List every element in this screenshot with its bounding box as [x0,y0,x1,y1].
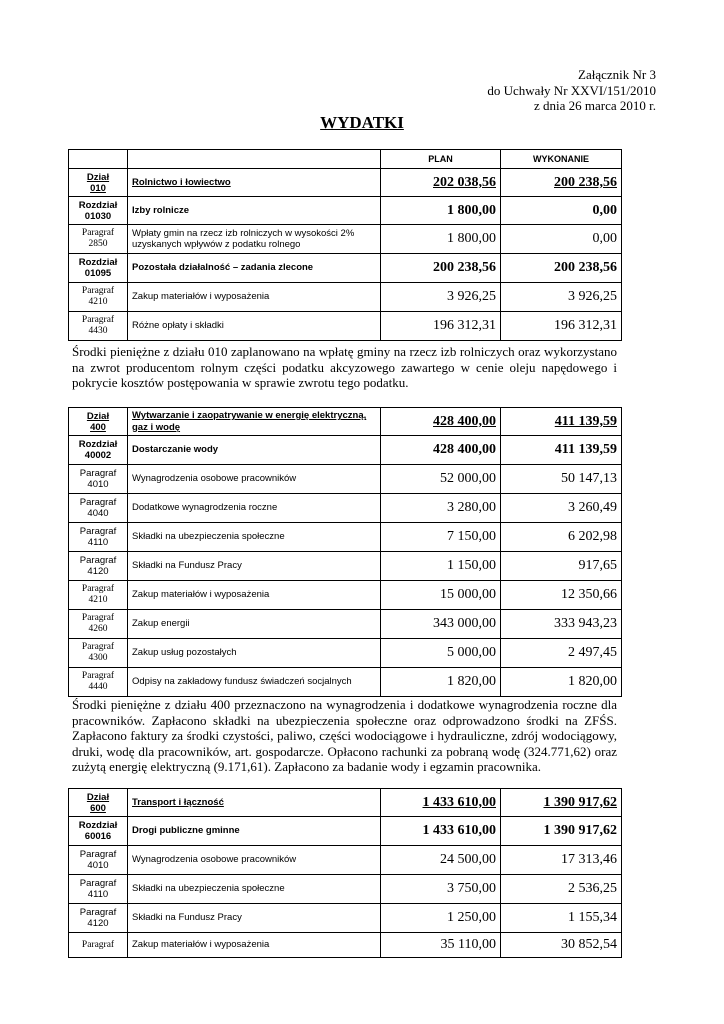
wykonanie-cell: 12 350,66 [501,581,622,610]
expenses-table-010 [68,149,622,341]
name-cell: Pozostała działalność – zadania zlecone [128,254,381,283]
page-title: WYDATKI [320,113,404,132]
name-cell: Rolnictwo i łowiectwo [128,169,381,197]
table-row-paragraf [69,523,622,552]
table-row-dzial [69,169,622,197]
table-row-paragraf [69,846,622,875]
code-cell: Paragraf 4300 [69,639,128,668]
plan-cell: 1 433 610,00 [381,817,501,846]
plan-cell: 428 400,00 [381,436,501,465]
plan-cell: 35 110,00 [381,933,501,958]
table-row-paragraf [69,875,622,904]
code-cell: Paragraf 4110 [69,875,128,904]
name-cell: Drogi publiczne gminne [128,817,381,846]
code-cell: Dział 600 [69,789,128,817]
code-cell: Paragraf [69,933,128,958]
attachment-header [487,67,656,114]
name-cell: Składki na ubezpieczenia społeczne [128,875,381,904]
plan-cell: 428 400,00 [381,408,501,436]
name-cell: Zakup materiałów i wyposażenia [128,581,381,610]
table-row-rozdzial [69,436,622,465]
plan-cell: 202 038,56 [381,169,501,197]
plan-cell: 15 000,00 [381,581,501,610]
code-cell: Paragraf 4010 [69,846,128,875]
table-row-paragraf [69,312,622,341]
name-cell: Różne opłaty i składki [128,312,381,341]
table-row-paragraf [69,904,622,933]
wykonanie-cell: 1 390 917,62 [501,789,622,817]
table-row-paragraf [69,610,622,639]
code-cell: Paragraf 2850 [69,225,128,254]
wykonanie-cell: 2 536,25 [501,875,622,904]
wykonanie-cell: 17 313,46 [501,846,622,875]
wykonanie-cell: 1 390 917,62 [501,817,622,846]
name-cell: Odpisy na zakładowy fundusz świadczeń socjalnych [128,668,381,697]
header-empty-cell [69,150,128,169]
code-cell: Paragraf 4260 [69,610,128,639]
wykonanie-cell: 1 155,34 [501,904,622,933]
wykonanie-cell: 2 497,45 [501,639,622,668]
section-note: Środki pieniężne z działu 400 przeznaczono na wynagrodzenia i dodatkowe wynagrodzenia roczne dla pracowników. Zapłacono składki na ubezpieczenia społeczne oraz odprowadzono środki na ZFŚS. Zapłacono faktury za środki czystości, paliwo, części wodociągowe i hydrauliczne, zdrój wodociągowy, druki, wodę dla pracowników, art. gospodarcze. Opłacono rachunki za pobraną wodę (324.771,62) oraz zużytą energię elektryczną (9.171,61). Zapłacono za badanie wody i egzamin pracownika. [72,697,617,774]
name-cell: Składki na Fundusz Pracy [128,904,381,933]
table-row-rozdzial [69,197,622,225]
resolution-number: do Uchwały Nr XXVI/151/2010 [487,82,656,98]
expenses-table-400 [68,407,622,697]
code-cell: Paragraf 4430 [69,312,128,341]
section-note: Środki pieniężne z działu 010 zaplanowano na wpłatę gminy na rzecz izb rolniczych oraz wykorzystano na zwrot producentom rolnym części podatku akcyzowego zawartego w cenie oleju napędowego i pokrycie kosztów postępowania w sprawie zwrotu tego podatku. [72,344,617,390]
wykonanie-cell: 3 260,49 [501,494,622,523]
table-header-row [69,150,622,169]
code-cell: Paragraf 4120 [69,904,128,933]
table-row-paragraf [69,581,622,610]
wykonanie-cell: 200 238,56 [501,254,622,283]
expenses-table-600 [68,788,622,958]
wykonanie-cell: 411 139,59 [501,436,622,465]
code-cell: Rozdział 60016 [69,817,128,846]
plan-cell: 3 750,00 [381,875,501,904]
table-row-paragraf [69,283,622,312]
table-row-paragraf [69,552,622,581]
table-row-dzial [69,789,622,817]
wykonanie-cell: 196 312,31 [501,312,622,341]
table-row-paragraf [69,933,622,958]
attachment-number: Załącznik Nr 3 [578,67,656,82]
plan-cell: 1 800,00 [381,197,501,225]
plan-cell: 52 000,00 [381,465,501,494]
wykonanie-cell: 50 147,13 [501,465,622,494]
table-row-paragraf [69,465,622,494]
plan-cell: 1 820,00 [381,668,501,697]
header-empty-cell [128,150,381,169]
table-row-paragraf [69,639,622,668]
plan-cell: 200 238,56 [381,254,501,283]
code-cell: Paragraf 4440 [69,668,128,697]
name-cell: Składki na ubezpieczenia społeczne [128,523,381,552]
plan-cell: 1 800,00 [381,225,501,254]
table-row-paragraf [69,494,622,523]
code-cell: Rozdział 01095 [69,254,128,283]
plan-column-header: PLAN [381,150,501,169]
code-cell: Dział 010 [69,169,128,197]
name-cell: Transport i łączność [128,789,381,817]
code-cell: Paragraf 4010 [69,465,128,494]
name-cell: Dodatkowe wynagrodzenia roczne [128,494,381,523]
table-row-rozdzial [69,254,622,283]
name-cell: Wynagrodzenia osobowe pracowników [128,465,381,494]
table-row-paragraf [69,668,622,697]
wykonanie-cell: 0,00 [501,197,622,225]
name-cell: Zakup materiałów i wyposażenia [128,283,381,312]
name-cell: Zakup materiałów i wyposażenia [128,933,381,958]
name-cell: Składki na Fundusz Pracy [128,552,381,581]
code-cell: Dział 400 [69,408,128,436]
plan-cell: 7 150,00 [381,523,501,552]
plan-cell: 343 000,00 [381,610,501,639]
wykonanie-cell: 30 852,54 [501,933,622,958]
name-cell: Wytwarzanie i zaopatrywanie w energię elektryczną, gaz i wodę [128,408,381,436]
code-cell: Paragraf 4210 [69,581,128,610]
wykonanie-cell: 1 820,00 [501,668,622,697]
plan-cell: 5 000,00 [381,639,501,668]
name-cell: Wpłaty gmin na rzecz izb rolniczych w wysokości 2% uzyskanych wpływów z podatku rolnego [128,225,381,254]
name-cell: Dostarczanie wody [128,436,381,465]
table-row-rozdzial [69,817,622,846]
wykonanie-cell: 917,65 [501,552,622,581]
code-cell: Paragraf 4210 [69,283,128,312]
plan-cell: 1 433 610,00 [381,789,501,817]
name-cell: Zakup usług pozostałych [128,639,381,668]
code-cell: Rozdział 40002 [69,436,128,465]
wykonanie-cell: 200 238,56 [501,169,622,197]
code-cell: Paragraf 4040 [69,494,128,523]
resolution-date: z dnia 26 marca 2010 r. [533,98,656,113]
name-cell: Wynagrodzenia osobowe pracowników [128,846,381,875]
code-cell: Rozdział 01030 [69,197,128,225]
code-cell: Paragraf 4120 [69,552,128,581]
wykonanie-cell: 0,00 [501,225,622,254]
wykonanie-cell: 333 943,23 [501,610,622,639]
plan-cell: 196 312,31 [381,312,501,341]
code-cell: Paragraf 4110 [69,523,128,552]
plan-cell: 24 500,00 [381,846,501,875]
name-cell: Izby rolnicze [128,197,381,225]
wykonanie-cell: 3 926,25 [501,283,622,312]
table-row-paragraf [69,225,622,254]
plan-cell: 1 250,00 [381,904,501,933]
name-cell: Zakup energii [128,610,381,639]
plan-cell: 3 280,00 [381,494,501,523]
plan-cell: 3 926,25 [381,283,501,312]
wykonanie-column-header: WYKONANIE [501,150,622,169]
wykonanie-cell: 411 139,59 [501,408,622,436]
table-row-dzial [69,408,622,436]
wykonanie-cell: 6 202,98 [501,523,622,552]
plan-cell: 1 150,00 [381,552,501,581]
